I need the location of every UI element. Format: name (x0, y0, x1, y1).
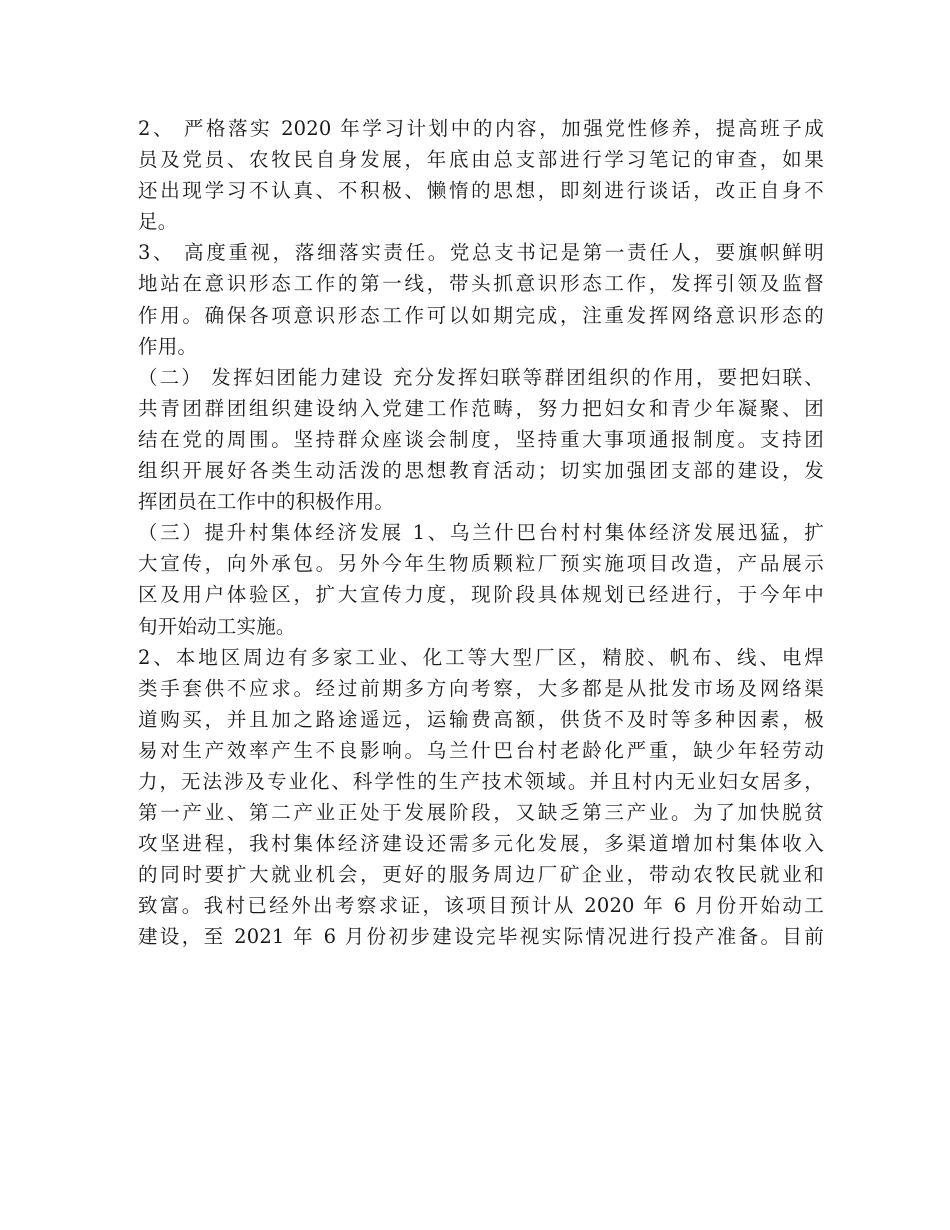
text-line: 作用。 (138, 334, 198, 358)
text-line: 2、 严格落实 2020 年学习计划中的内容，加强党性修养，提高班子成 (138, 117, 824, 140)
text-line: 还出现学习不认真、不积极、懒惰的思想，即刻进行谈话，改正自身不 (138, 179, 824, 203)
text-line: 作用。确保各项意识形态工作可以如期完成，注重发挥网络意识形态的 (138, 303, 824, 327)
text-line: 2、本地区周边有多家工业、化工等大型厂区，精胶、帆布、线、电焊 (138, 645, 824, 669)
text-line: 攻坚进程，我村集体经济建设还需多元化发展，多渠道增加村集体收入 (138, 832, 824, 856)
text-line: 员及党员、农牧民自身发展，年底由总支部进行学习笔记的审查，如果 (138, 148, 824, 172)
text-line: 道购买，并且加之路途遥远，运输费高额，供货不及时等多种因素，极 (138, 707, 824, 731)
text-line: 足。 (138, 210, 178, 234)
text-line: 结在党的周围。坚持群众座谈会制度，坚持重大事项通报制度。支持团 (138, 427, 824, 451)
text-line: 的同时要扩大就业机会，更好的服务周边厂矿企业，带动农牧民就业和 (138, 863, 824, 887)
text-line: 建设，至 2021 年 6 月份初步建设完毕视实际情况进行投产准备。目前 (138, 925, 824, 949)
text-line: （三）提升村集体经济发展 1、乌兰什巴台村村集体经济发展迅猛，扩 (138, 521, 824, 545)
text-line: 组织开展好各类生动活泼的思想教育活动；切实加强团支部的建设，发 (138, 459, 824, 483)
text-line: 大宣传，向外承包。另外今年生物质颗粒厂预实施项目改造，产品展示 (138, 552, 824, 576)
text-line: 致富。我村已经外出考察求证，该项目预计从 2020 年 6 月份开始动工 (138, 894, 824, 918)
text-line: 易对生产效率产生不良影响。乌兰什巴台村老龄化严重，缺少年轻劳动 (138, 738, 824, 762)
text-line: 挥团员在工作中的积极作用。 (138, 490, 395, 514)
text-line: 力，无法涉及专业化、科学性的生产技术领域。并且村内无业妇女居多， (138, 769, 824, 793)
text-line: 地站在意识形态工作的第一线，带头抓意识形态工作，发挥引领及监督 (138, 272, 824, 296)
text-line: 区及用户体验区，扩大宣传力度，现阶段具体规划已经进行，于今年中 (138, 583, 824, 607)
text-line: 旬开始动工实施。 (138, 614, 296, 638)
text-line: 第一产业、第二产业正处于发展阶段，又缺乏第三产业。为了加快脱贫 (138, 801, 824, 825)
text-line: 类手套供不应求。经过前期多方向考察，大多都是从批发市场及网络渠 (138, 676, 824, 700)
text-line: 3、 高度重视，落细落实责任。党总支书记是第一责任人，要旗帜鲜明 (138, 241, 824, 265)
text-line: 共青团群团组织建设纳入党建工作范畴，努力把妇女和青少年凝聚、团 (138, 396, 824, 420)
text-line: （二） 发挥妇团能力建设 充分发挥妇联等群团组织的作用，要把妇联、 (138, 365, 824, 389)
document-body (138, 113, 824, 953)
